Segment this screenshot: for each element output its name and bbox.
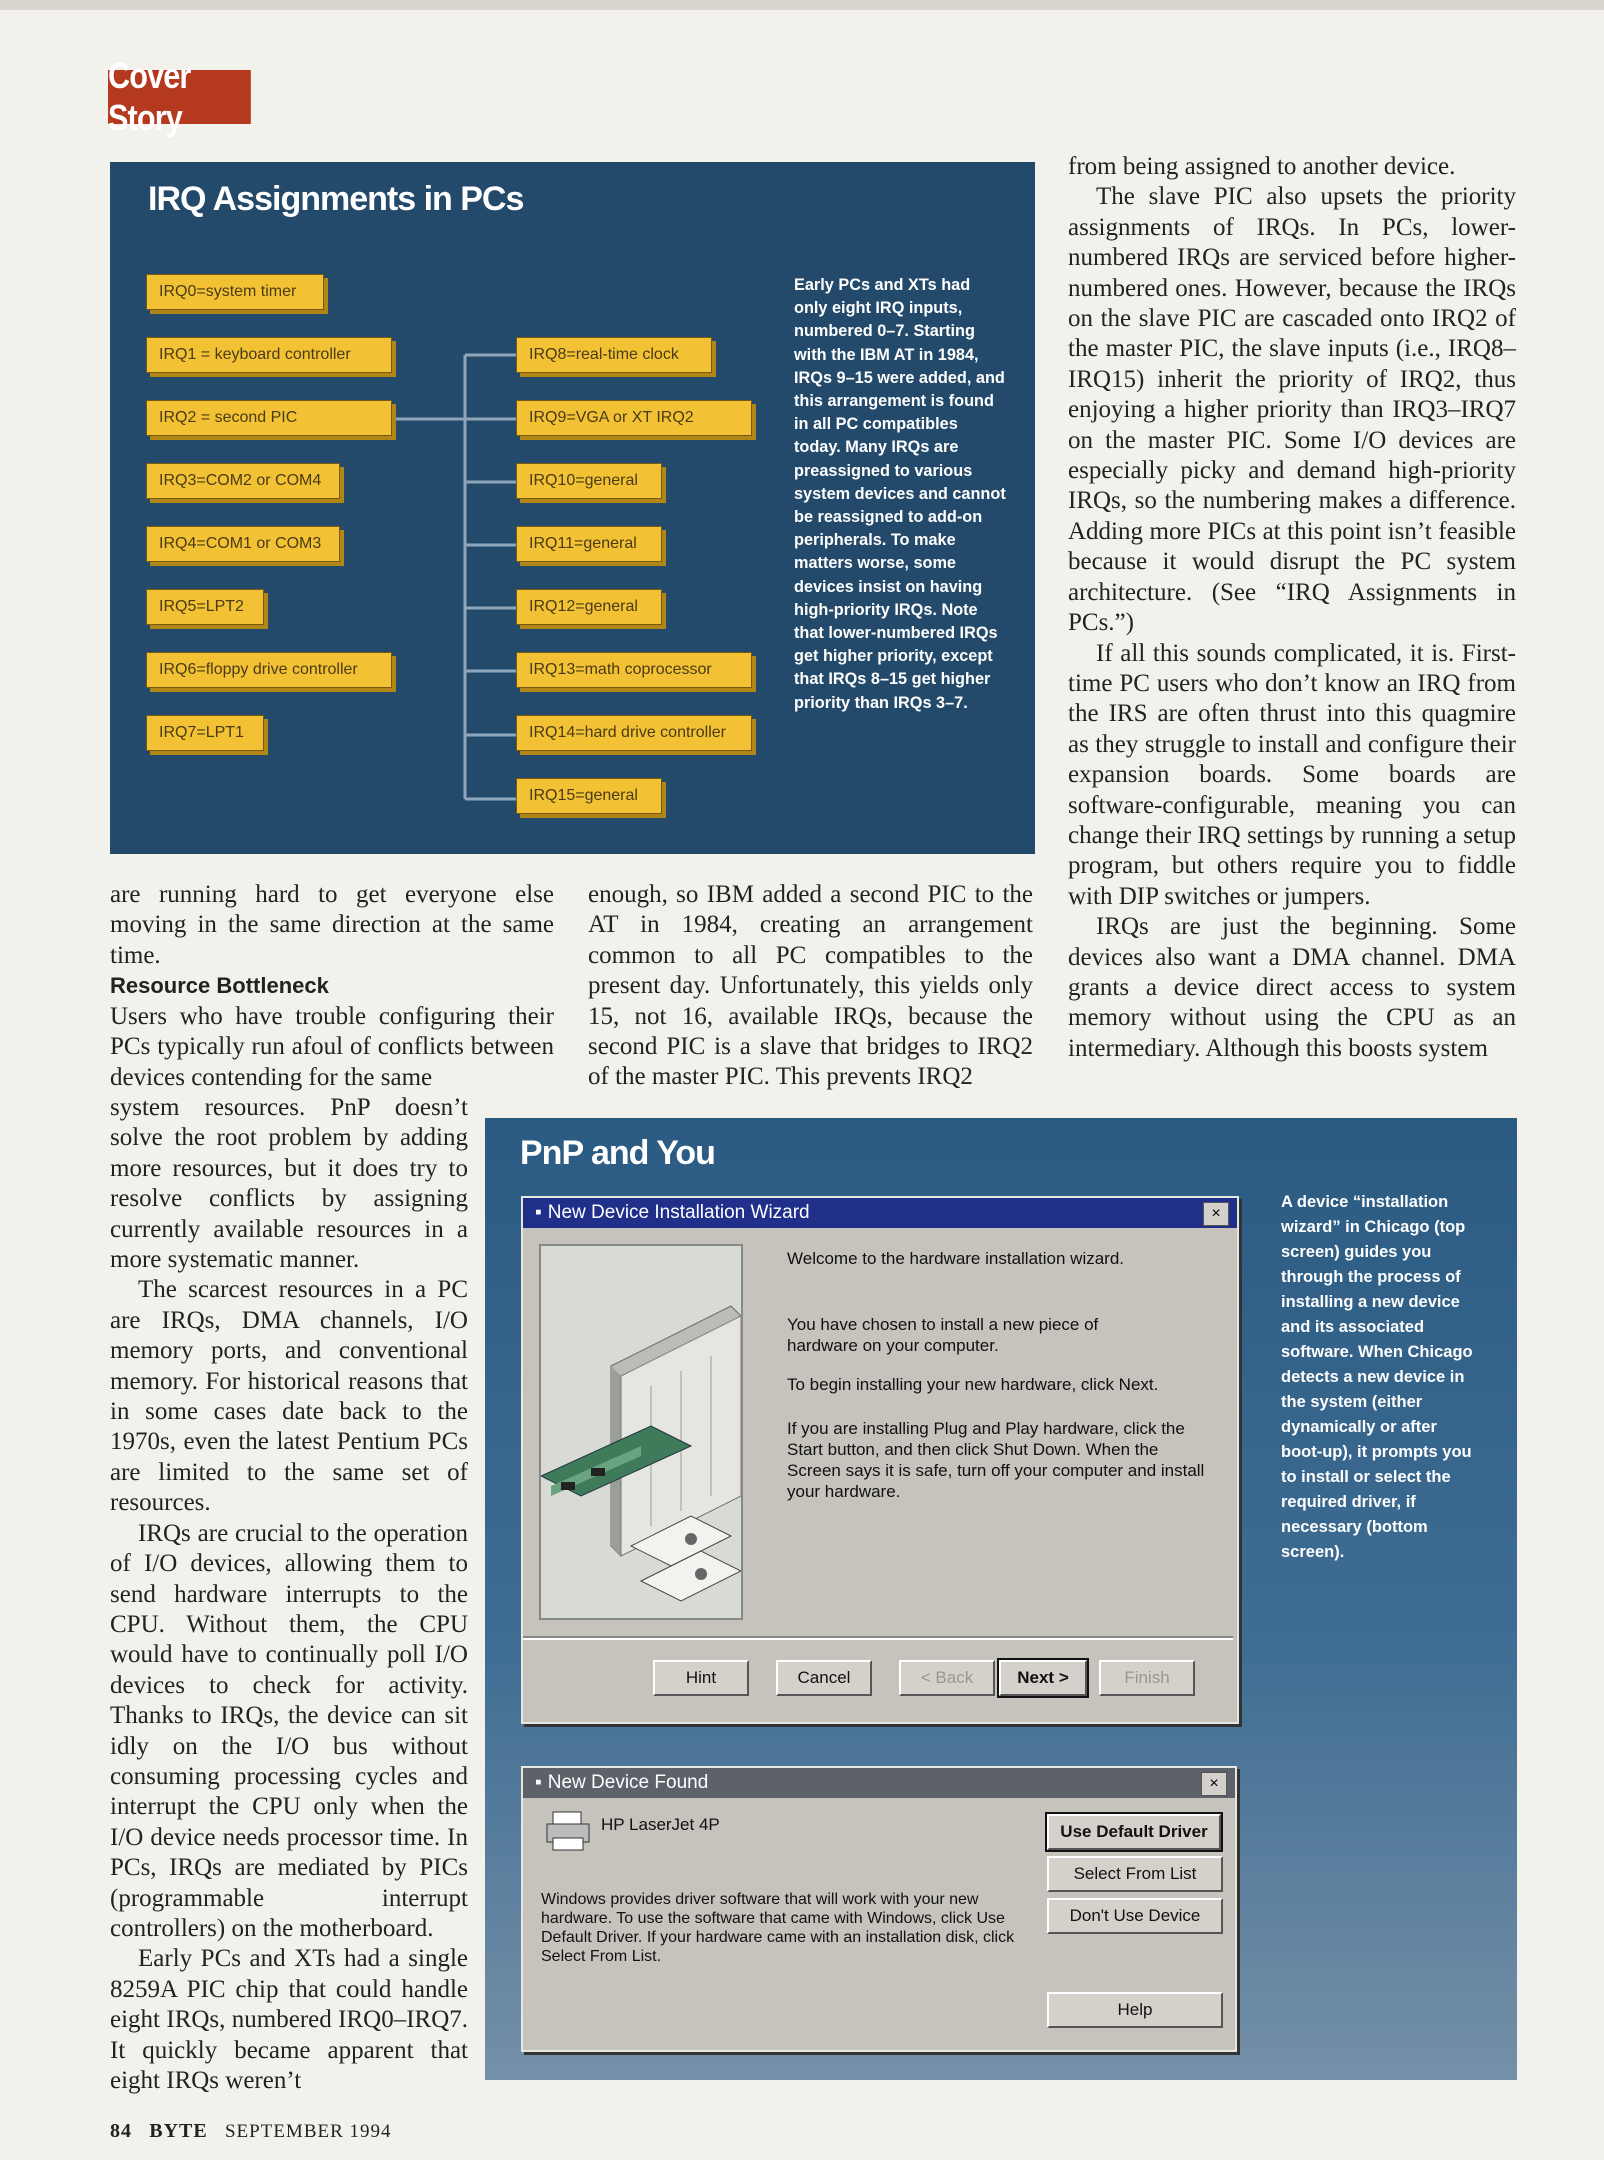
irq1-box: IRQ1 = keyboard controller [146,337,392,373]
device-found-title: New Device Found [547,1772,709,1793]
irq-figure-title: IRQ Assignments in PCs [148,180,524,218]
irq9-box: IRQ9=VGA or XT IRQ2 [516,400,752,436]
wizard-line3: If you are installing Plug and Play hardware, click the Start button, and then click Shut Down. When the Screen says it is safe, turn off your computer and install your hardware. [787,1419,1205,1501]
irq3-box: IRQ3=COM2 or COM4 [146,463,340,499]
wizard-line2: To begin installing your new hardware, click Next. [787,1375,1159,1394]
computer-hardware-illustration [541,1246,741,1618]
col3-text [1068,152,1516,1064]
wizard-close-button[interactable]: × [1203,1202,1229,1226]
wizard-illustration [539,1244,743,1620]
wizard-divider [523,1636,1233,1640]
wizard-cancel-button[interactable]: Cancel [776,1660,872,1696]
pnp-caption: A device “installation wizard” in Chicago (top screen) guides you through the process of installing a new device and its associated software. When Chicago detects a new device in the system (either dynamically or after boot-up), it prompts you to install or select the required driver, if necessary (bottom screen). [1281,1193,1473,1561]
col1-narrow-text [110,1093,468,2096]
col1-paragraph-2: The scarcest resources in a PC are IRQs, DMA channels, I/O memory ports, and conventional memory. For historical reasons that in some cases date back to the 1970s, even the latest Pentium PCs are limited to the same set of resources. [110,1276,468,1517]
irq14-box: IRQ14=hard drive controller [516,715,752,751]
wizard-welcome: Welcome to the hardware installation wizard. [787,1249,1125,1268]
irq7-box: IRQ7=LPT1 [146,715,264,751]
irq-figure [110,162,1035,854]
irq4-box: IRQ4=COM1 or COM3 [146,526,340,562]
col1-top-paragraph: are running hard to get everyone else moving in the same direction at the same time. [110,881,554,969]
device-found-window [521,1766,1237,2052]
use-default-driver-button[interactable]: Use Default Driver [1047,1814,1221,1850]
irq10-box: IRQ10=general [516,463,662,499]
col2-paragraph: enough, so IBM added a second PIC to the AT in 1984, creating an arrangement common to all PC compatibles to the present day. Unfortunately, this yields only 15, not 16, available IRQs, because the second PIC is a slave that bridges to IRQ2 of the master PIC. This prevents IRQ2 [588,881,1033,1091]
device-found-close-button[interactable]: × [1201,1772,1227,1796]
col1-top-text [110,880,554,971]
wizard-hint-button[interactable]: Hint [653,1660,749,1696]
printer-icon [545,1810,591,1852]
help-button[interactable]: Help [1047,1992,1223,2028]
wizard-finish-button[interactable]: Finish [1099,1660,1195,1696]
section-heading: Resource Bottleneck [110,973,329,998]
irq8-box: IRQ8=real-time clock [516,337,712,373]
issue-date: SEPTEMBER 1994 [224,2121,392,2142]
col3-paragraph-3: IRQs are just the beginning. Some devices also want a DMA channel. DMA grants a device direct access to system memory without using the CPU as an intermediary. Although this boosts system [1068,913,1516,1062]
page-footer [110,2120,392,2143]
col3-paragraph-2: If all this sounds complicated, it is. First-time PC users who don’t know an IRQ from the IRS are often thrust into this quagmire as they struggle to install and configure their expansion boards. Some boards are software-configurable, meaning you can change their IRQ settings by running a setup program, but others require you to fiddle with DIP switches or jumpers. [1068,639,1516,910]
wizard-line1: You have chosen to install a new piece of hardware on your computer. [787,1315,1099,1355]
col1-paragraph-4: Early PCs and XTs had a single 8259A PIC chip that could handle eight IRQs, numbered IRQ0–IRQ7. It quickly became apparent that eight IRQs weren’t [110,1945,468,2094]
device-name: HP LaserJet 4P [601,1815,720,1834]
device-found-window-icon: ▪ [535,1772,542,1793]
select-from-list-button[interactable]: Select From List [1047,1856,1223,1892]
wizard-title: New Device Installation Wizard [547,1202,810,1223]
wizard-window [521,1196,1239,1724]
col1-paragraph-1a: Users who have trouble configuring their PCs typically run afoul of conflicts between devices contending for the same [110,1003,554,1091]
col3-paragraph-0: from being assigned to another device. [1068,153,1456,180]
device-found-titlebar [523,1768,1235,1798]
irq11-box: IRQ11=general [516,526,662,562]
page-number: 84 [110,2120,132,2142]
col1-para1a [110,1002,554,1093]
irq-figure-note: Early PCs and XTs had only eight IRQ inputs, numbered 0–7. Starting with the IBM AT in 1984, IRQs 9–15 were added, and this arrangement is found in all PC compatibles today. Many IRQs are preassigned to various system devices and cannot be reassigned to add-on peripherals. To make matters worse, some devices insist on having high-priority IRQs. Note that lower-numbered IRQs get higher priority, except that IRQs 8–15 get higher priority than IRQs 3–7. [794,276,1006,712]
irq5-box: IRQ5=LPT2 [146,589,264,625]
device-found-message: Windows provides driver software that will work with your new hardware. To use the software that came with Windows, click Use Default Driver. If your hardware came with an installation disk, click Select From List. [541,1891,1015,1965]
magazine-name: BYTE [149,2120,208,2142]
wizard-back-button[interactable]: < Back [899,1660,995,1696]
irq12-box: IRQ12=general [516,589,662,625]
col1-paragraph-3: IRQs are crucial to the operation of I/O devices, allowing them to send hardware interrupts to the CPU. Without them, the CPU would have to continually poll I/O devices to check for activity. Thanks to IRQs, the device can sit idly on the I/O bus without consuming processing cycles and interrupt the CPU only when the I/O device needs processor time. In PCs, IRQs are mediated by PICs (programmable interrupt controllers) on the motherboard. [110,1519,468,1942]
wizard-window-icon: ▪ [535,1202,542,1223]
irq6-box: IRQ6=floppy drive controller [146,652,392,688]
col3-paragraph-1: The slave PIC also upsets the priority assignments of IRQs. In PCs, lower-numbered IRQs are serviced before higher-numbered ones. However, because the IRQs on the slave PIC are cascaded onto IRQ2 of the master PIC, the slave inputs (i.e., IRQ8–IRQ15) inherit the priority of IRQ2, thus enjoying a higher priority than IRQ3–IRQ7 on the master PIC. Some I/O devices are especially picky and demand high-priority IRQs, so the numbering makes a difference. Adding more PICs at this point isn’t feasible because it would disrupt the PC system architecture. (See “IRQ Assignments in PCs.”) [1068,183,1516,637]
irq15-box: IRQ15=general [516,778,662,814]
page-top-edge [0,0,1604,10]
col1-paragraph-1b: system resources. PnP doesn’t solve the root problem by adding more resources, but it does try to resolve conflicts by assigning currently available resources in a more systematic manner. [110,1094,468,1274]
irq2-box: IRQ2 = second PIC [146,400,392,436]
pnp-figure-title: PnP and You [520,1134,715,1172]
wizard-titlebar [523,1198,1237,1228]
irq13-box: IRQ13=math coprocessor [516,652,752,688]
section-tag: Cover Story [108,70,251,124]
irq0-box: IRQ0=system timer [146,274,324,310]
dont-use-device-button[interactable]: Don't Use Device [1047,1898,1223,1934]
col2-text [588,880,1033,1093]
pnp-figure [485,1118,1517,2080]
wizard-next-button[interactable]: Next > [999,1660,1087,1696]
